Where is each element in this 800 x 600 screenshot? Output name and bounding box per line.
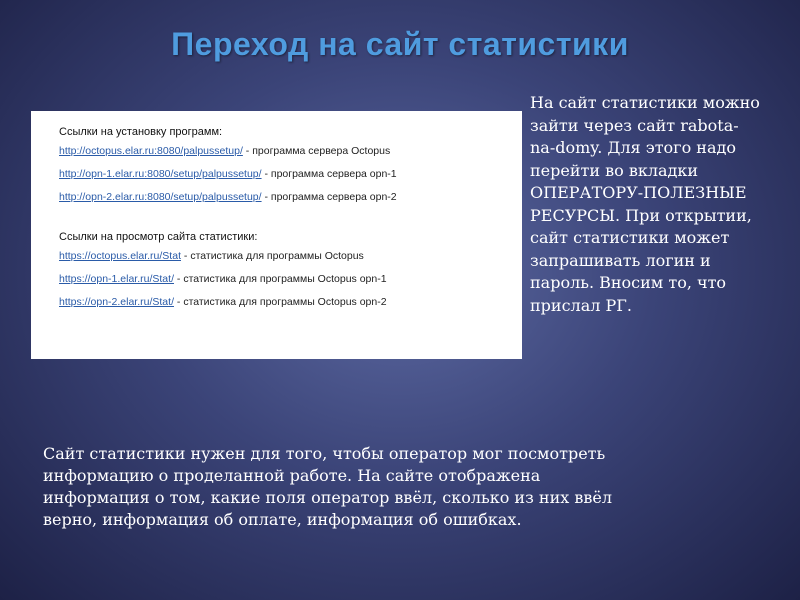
stats-link-octopus[interactable]: https://octopus.elar.ru/Stat: [59, 250, 181, 262]
install-link-row: [59, 186, 522, 209]
side-description-text: На сайт статистики можно зайти через сайт rabota-na-domy. Для этого надо перейти во вкладки ОПЕРАТОРУ-ПОЛЕЗНЫЕ РЕСУРСЫ. При открытии, сайт статистики может запрашивать логин и пароль. Вносим то, что прислал РГ.: [530, 93, 760, 315]
install-link-opn-2[interactable]: http://opn-2.elar.ru:8080/setup/palpussetup/: [59, 191, 262, 203]
stats-links-heading: Ссылки на просмотр сайта статистики:: [59, 231, 258, 243]
stats-link-row: [59, 268, 522, 291]
bottom-description-text: Сайт статистики нужен для того, чтобы оператор мог посмотреть информацию о проделанной работе. На сайте отображена информация о том, какие поля оператор ввёл, сколько из них ввёл верно, информация об оплате, информация об ошибках.: [43, 444, 612, 529]
install-link-opn-1[interactable]: http://opn-1.elar.ru:8080/setup/palpussetup/: [59, 168, 262, 180]
stats-link-desc: - статистика для программы Octopus opn-2: [173, 296, 387, 308]
stats-link-row: [59, 245, 522, 268]
install-link-row: [59, 140, 522, 163]
stats-link-desc: - статистика для программы Octopus: [181, 250, 364, 262]
stats-link-row: [59, 291, 522, 314]
stats-link-desc: - статистика для программы Octopus opn-1: [173, 273, 387, 285]
stats-link-opn-1[interactable]: https://opn-1.elar.ru/Stat/: [59, 273, 174, 285]
install-link-desc: - программа сервера opn-1: [261, 168, 397, 180]
install-link-desc: - программа сервера Octopus: [242, 145, 391, 157]
install-link-row: [59, 163, 522, 186]
install-link-octopus[interactable]: http://octopus.elar.ru:8080/palpussetup/: [59, 145, 243, 157]
stats-link-opn-2[interactable]: https://opn-2.elar.ru/Stat/: [59, 296, 174, 308]
install-link-desc: - программа сервера opn-2: [261, 191, 397, 203]
links-screenshot-panel: [31, 111, 522, 359]
panel-spacer: [59, 209, 522, 229]
install-links-heading: Ссылки на установку программ:: [59, 126, 223, 138]
slide-title: Переход на сайт статистики: [171, 26, 629, 62]
